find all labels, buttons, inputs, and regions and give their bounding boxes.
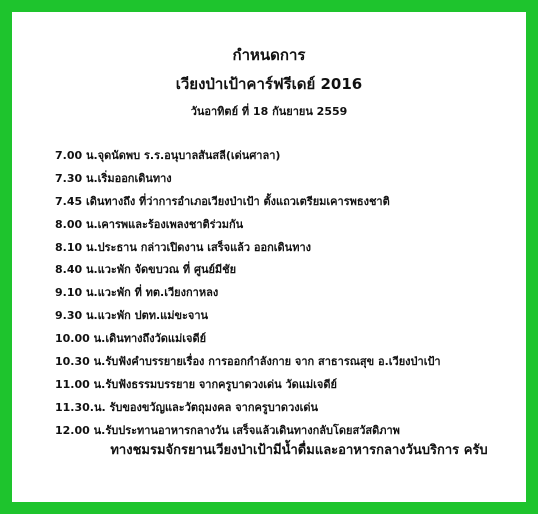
schedule-item: 8.00 น.เคารพและร้องเพลงชาติร่วมกัน	[55, 217, 244, 231]
schedule-item: 9.30 น.แวะพัก ปตท.แม่ขะจาน	[55, 309, 209, 323]
schedule-item: 8.40 น.แวะพัก จัดขบวณ ที่ ศูนย์มีชัย	[55, 263, 237, 277]
schedule-item: 7.45 เดินทางถึง ที่ว่าการอำเภอเวียงป่าเป้า ตั้งแถวเตรียมเคารพธงชาติ	[55, 194, 390, 208]
schedule-item: 7.00 น.จุดนัดพบ ร.ร.อนุบาลสันสลี(เด่นศาลา)	[55, 149, 281, 162]
event-name: เวียงป่าเป้าคาร์ฟรีเดย์ 2016	[175, 75, 363, 93]
schedule-item: 7.30 น.เริ่มออกเดินทาง	[55, 171, 172, 185]
schedule-item: 11.00 น.รับฟังธรรมบรรยาย จากครูบาดวงเด่น วัดแม่เจดีย์	[55, 377, 337, 391]
schedule-item: 12.00 น.รับประทานอาหารกลางวัน เสร็จแล้วเดินทางกลับโดยสวัสดิภาพ	[55, 423, 400, 437]
document-title: กำหนดการ	[232, 46, 306, 64]
document-sheet	[12, 12, 526, 502]
schedule-item: 10.00 น.เดินทางถึงวัดแม่เจดีย์	[55, 332, 207, 346]
schedule-item: 10.30 น.รับฟังคำบรรยายเรื่อง การออกกำลังกาย จาก สาธารณสุข อ.เวียงป่าเป้า	[55, 355, 441, 369]
schedule-item: 8.10 น.ประธาน กล่าวเปิดงาน เสร็จแล้ว ออกเดินทาง	[55, 240, 312, 254]
event-date: วันอาทิตย์ ที่ 18 กันยายน 2559	[190, 105, 348, 118]
footer-note: ทางชมรมจักรยานเวียงป่าเป้ามีน้ำดื่มและอาหารกลางวันบริการ ครับ	[110, 443, 488, 458]
schedule-item: 11.30.น. รับของขวัญและวัตถุมงคล จากครูบาดวงเด่น	[55, 400, 319, 414]
schedule-list	[55, 148, 441, 446]
schedule-item: 9.10 น.แวะพัก ที่ ทต.เวียงกาหลง	[55, 286, 219, 300]
